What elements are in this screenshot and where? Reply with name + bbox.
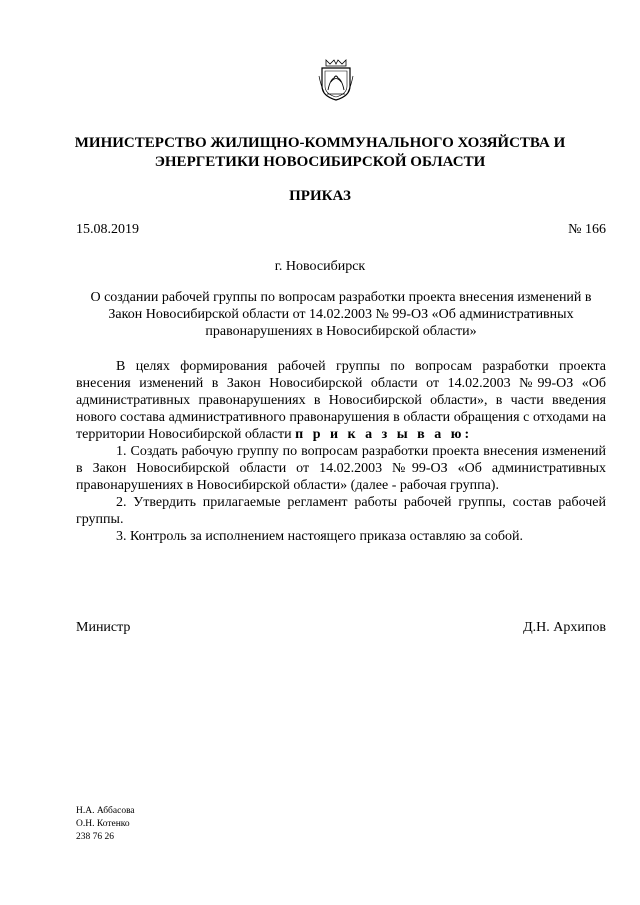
- signature-position: Министр: [76, 620, 131, 635]
- coat-of-arms-icon: [316, 56, 356, 102]
- ministry-title: МИНИСТЕРСТВО ЖИЛИЩНО-КОММУНАЛЬНОГО ХОЗЯЙСТВА И ЭНЕРГЕТИКИ НОВОСИБИРСКОЙ ОБЛАСТИ: [74, 135, 566, 170]
- order-word: п р и к а з ы в а ю:: [295, 427, 473, 442]
- order-item-2: 2. Утвердить прилагаемые регламент работы рабочей группы, состав рабочей группы.: [76, 495, 606, 527]
- document-date: 15.08.2019: [76, 222, 139, 237]
- executor-line: О.Н. Котенко: [76, 819, 130, 829]
- order-item-3: 3. Контроль за исполнением настоящего приказа оставляю за собой.: [116, 529, 524, 544]
- document-subject: О создании рабочей группы по вопросам разработки проекта внесения изменений в Закон Новосибирской области от 14.02.2003 № 99-ОЗ «Об административных правонарушениях в Новосибирской области»: [90, 290, 592, 339]
- executors-block: [76, 805, 135, 844]
- document-body: [76, 358, 606, 545]
- document-number: № 166: [568, 222, 606, 237]
- preamble-text: В целях формирования рабочей группы по вопросам разработки проекта внесения изменений в Закон Новосибирской области от 14.02.2003 №99-ОЗ «Об административных правонарушениях в Новосибирской области», в части введения нового состава административного правонарушения в области обращения с отходами на территории Новосибирской области: [76, 359, 606, 442]
- order-item-1: 1. Создать рабочую группу по вопросам разработки проекта внесения изменений в Закон Новосибирской области от 14.02.2003 №99-ОЗ «Об административных правонарушениях в Новосибирской области» (далее - рабочая группа).: [76, 444, 606, 493]
- executor-line: Н.А. Аббасова: [76, 806, 135, 816]
- executor-phone: 238 76 26: [76, 832, 114, 842]
- document-city: г. Новосибирск: [274, 259, 366, 274]
- preamble-paragraph: [76, 358, 606, 443]
- signature-name: Д.Н. Архипов: [523, 620, 606, 635]
- document-type-title: ПРИКАЗ: [289, 188, 351, 204]
